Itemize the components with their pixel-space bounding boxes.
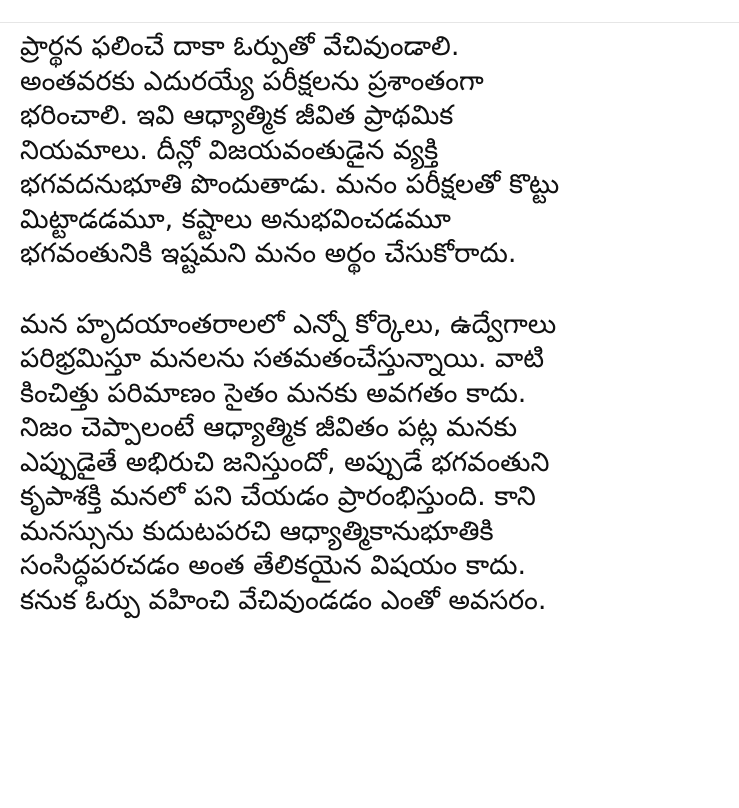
top-divider xyxy=(0,22,739,23)
text-line: కృపాశక్తి మనలో పని చేయడం ప్రారంభిస్తుంది. కాని xyxy=(20,481,536,512)
paragraph-2 xyxy=(20,308,732,619)
article-body xyxy=(20,30,732,618)
text-line: భగవదనుభూతి పొందుతాడు. మనం పరీక్షలతో కొట్టు xyxy=(20,169,560,200)
text-line: కించిత్తు పరిమాణం సైతం మనకు అవగతం కాదు. xyxy=(20,377,527,409)
text-line: మనస్సును కుదుటపరచి ఆధ్యాత్మికానుభూతికి xyxy=(20,515,494,547)
text-line: నిజం చెప్పాలంటే ఆధ్యాత్మిక జీవితం పట్ల మనకు xyxy=(20,412,518,443)
text-line: మన హృదయాంతరాలలో ఎన్నో కోర్కెలు, ఉద్వేగాలు xyxy=(20,308,557,340)
text-line: కనుక ఓర్పు వహించి వేచివుండడం ఎంతో అవసరం. xyxy=(20,584,547,616)
text-line: ప్రార్థన ఫలించే దాకా ఓర్పుతో వేచివుండాలి. xyxy=(20,31,460,62)
text-line: భగవంతునికి ఇష్టమని మనం అర్థం చేసుకోరాదు. xyxy=(20,238,517,269)
text-line: నియమాలు. దీన్లో విజయవంతుడైన వ్యక్తి xyxy=(20,134,439,166)
text-line: మిట్టాడడమూ, కష్టాలు అనుభవించడమూ xyxy=(20,203,451,235)
text-line: పరిభ్రమిస్తూ మనలను సతమతంచేస్తున్నాయి. వాటి xyxy=(20,343,545,374)
paragraph-1 xyxy=(20,30,732,272)
text-line: అంతవరకు ఎదురయ్యే పరీక్షలను ప్రశాంతంగా xyxy=(20,65,484,97)
text-line: ఎప్పుడైతే అభిరుచి జనిస్తుందో, అప్పుడే భగవంతుని xyxy=(20,446,550,478)
text-line: భరించాలి. ఇవి ఆధ్యాత్మిక జీవిత ప్రాథమిక xyxy=(20,100,454,131)
text-line: సంసిద్ధపరచడం అంత తేలికయైన విషయం కాదు. xyxy=(20,550,527,581)
